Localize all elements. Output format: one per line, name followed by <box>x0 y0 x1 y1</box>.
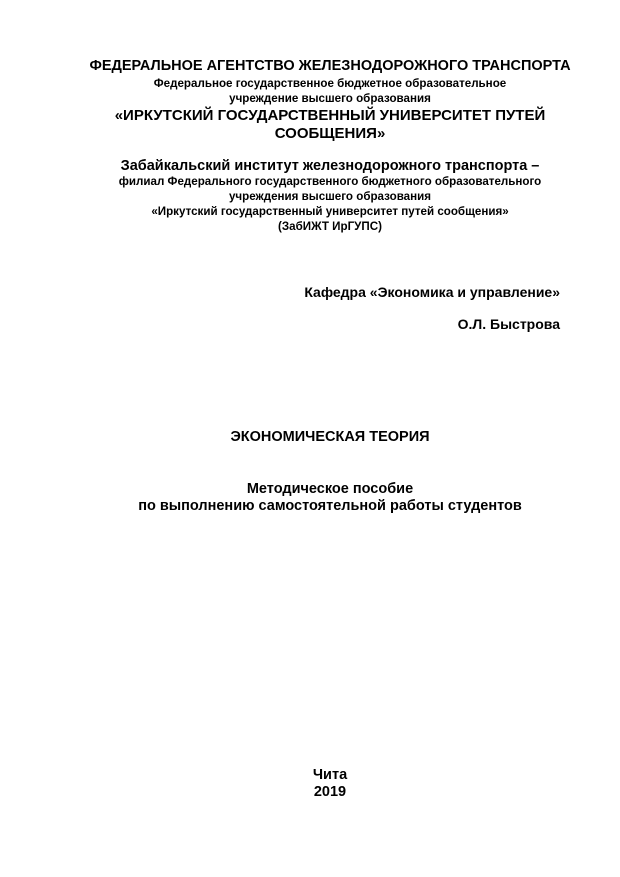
document-subtitle-line2: по выполнению самостоятельной работы студентов <box>138 498 522 514</box>
publication-year: 2019 <box>313 784 347 800</box>
document-subtitle-line1: Методическое пособие <box>246 481 414 497</box>
branch-line3: учреждения высшего образования <box>228 190 432 203</box>
branch-line5: (ЗабИЖТ ИрГУПС) <box>278 220 382 233</box>
institution-type-line1: Федеральное государственное бюджетное образовательное <box>153 77 507 90</box>
agency-name: ФЕДЕРАЛЬНОЕ АГЕНТСТВО ЖЕЛЕЗНОДОРОЖНОГО ТРАНСПОРТА <box>89 58 571 74</box>
document-title: ЭКОНОМИЧЕСКАЯ ТЕОРИЯ <box>230 429 430 445</box>
branch-line1: Забайкальский институт железнодорожного транспорта – <box>120 158 540 174</box>
author-name: О.Л. Быстрова <box>457 316 560 332</box>
institution-type-line2: учреждение высшего образования <box>229 92 431 105</box>
publication-city: Чита <box>312 767 348 783</box>
university-name-line2: СООБЩЕНИЯ» <box>274 125 386 142</box>
branch-line2: филиал Федерального государственного бюджетного образовательного <box>118 175 542 188</box>
branch-line4: «Иркутский государственный университет путей сообщения» <box>151 205 509 218</box>
university-name-line1: «ИРКУТСКИЙ ГОСУДАРСТВЕННЫЙ УНИВЕРСИТЕТ ПУТЕЙ <box>114 107 546 124</box>
department-name: Кафедра «Экономика и управление» <box>304 284 560 300</box>
